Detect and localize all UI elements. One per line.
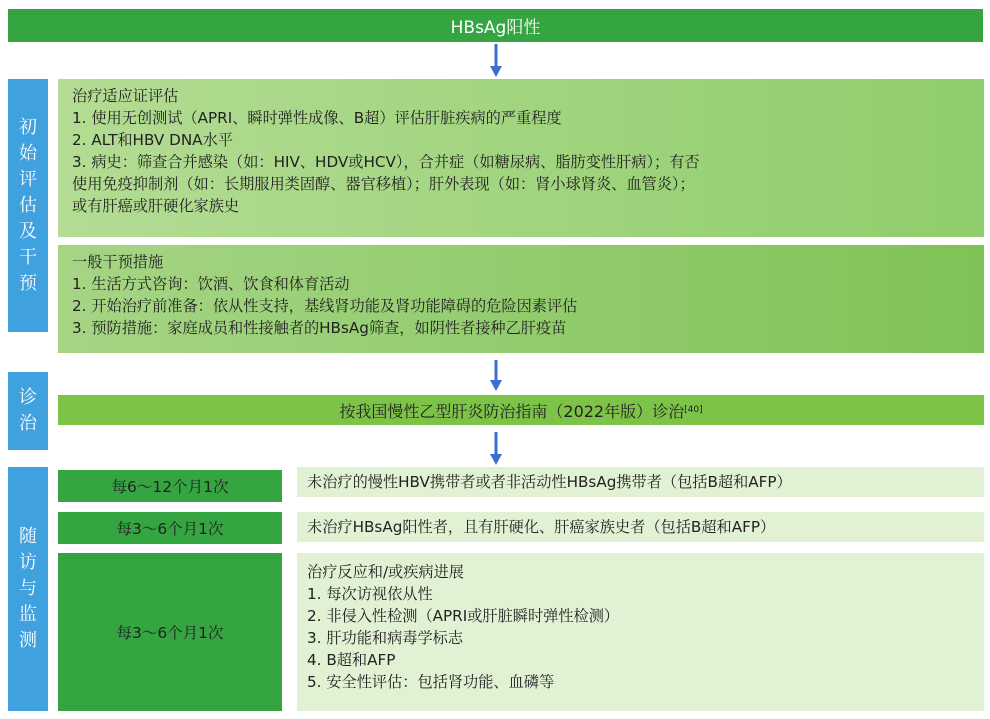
intervention-line: 1. 生活方式咨询：饮酒、饮食和体育活动 (72, 275, 350, 293)
treatment-response-line: 5. 安全性评估：包括肾功能、血磷等 (307, 673, 555, 691)
indication-line: 1. 使用无创测试（APRI、瞬时弹性成像、B超）评估肝脏疾病的严重程度 (72, 109, 562, 127)
indication-title: 治疗适应证评估 (72, 87, 179, 105)
indication-line: 使用免疫抑制剂（如：长期服用类固醇、器官移植）；肝外表现（如：肾小球肾炎、血管炎）； (72, 175, 695, 193)
followup-frequency: 每3～6个月1次 (58, 553, 282, 711)
down-arrow-icon (488, 44, 504, 78)
indication-line: 3. 病史：筛查合并感染（如：HIV、HDV或HCV），合并症（如糖尿病、脂肪变性肝病）；有否 (72, 153, 700, 171)
section-label-diagnosis: 诊治 (8, 372, 48, 450)
treatment-response-line: 3. 肝功能和病毒学标志 (307, 629, 464, 647)
followup-frequency: 每6～12个月1次 (58, 470, 282, 502)
treatment-response-line: 4. B超和AFP (307, 651, 396, 669)
indication-line: 2. ALT和HBV DNA水平 (72, 131, 233, 149)
treatment-response-panel (297, 553, 984, 711)
followup-description: 未治疗的慢性HBV携带者或者非活动性HBsAg携带者（包括B超和AFP） (297, 467, 984, 497)
reference-mark: [40] (684, 405, 703, 415)
general-intervention-panel (58, 245, 984, 353)
diagnosis-label: 按我国慢性乙型肝炎防治指南（2022年版）诊治 (339, 401, 685, 421)
treatment-response-line: 2. 非侵入性检测（APRI或肝脏瞬时弹性检测） (307, 607, 620, 625)
followup-frequency: 每3～6个月1次 (58, 512, 282, 544)
followup-description: 未治疗HBsAg阳性者，且有肝硬化、肝癌家族史者（包括B超和AFP） (297, 512, 984, 542)
top-bar-label: HBsAg阳性 (450, 18, 541, 38)
top-bar-hbsag-positive (8, 9, 983, 42)
section-label-followup: 随访与监测 (8, 467, 48, 711)
intervention-line: 3. 预防措施：家庭成员和性接触者的HBsAg筛查，如阴性者接种乙肝疫苗 (72, 319, 567, 337)
treatment-response-title: 治疗反应和/或疾病进展 (307, 563, 464, 581)
indication-line: 或有肝癌或肝硬化家族史 (72, 197, 240, 215)
intervention-title: 一般干预措施 (72, 253, 164, 271)
treatment-response-line: 1. 每次访视依从性 (307, 585, 433, 603)
intervention-line: 2. 开始治疗前准备：依从性支持，基线肾功能及肾功能障碍的危险因素评估 (72, 297, 578, 315)
down-arrow-icon (488, 360, 504, 392)
indication-assessment-panel (58, 79, 984, 237)
diagnosis-guideline-bar (58, 395, 984, 425)
section-label-initial-assessment: 初始评估及干预 (8, 79, 48, 332)
down-arrow-icon (488, 432, 504, 466)
